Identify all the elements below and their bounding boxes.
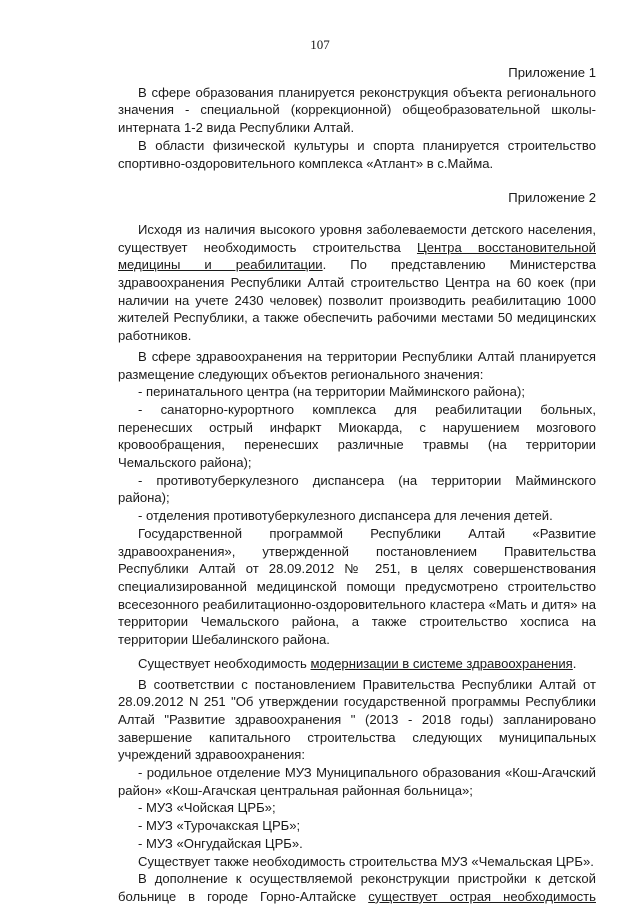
list-item: - МУЗ «Онгудайская ЦРБ».	[138, 835, 303, 851]
paragraph-education: В сфере образования планируется реконструкция объекта регионального значения - специальной (коррекционной) общеобразовательной школы-интерната 1-2 вида Республики Алтай.	[118, 84, 596, 136]
paragraph-state-program: Государственной программой Республики Алтай «Развитие здравоохранения», утвержденной постановлением Правительства Республики Алтай от 28.09.2012 № 251, в целях совершенствования специализированной медицинской помощи предусмотрено строительство всесезонного реабилитационно-оздоровительного кластера «Мать и дитя» на территории Чемальского района, а также строительство хосписа на территории Шебалинского района.	[118, 525, 596, 648]
list-item: - санаторно-курортного комплекса для реабилитации больных, перенесших острый инфаркт Миокарда, с нарушением мозгового кровообращения, перенесших различные травмы (на территории Чемальского района);	[118, 401, 596, 471]
page-number: 107	[310, 37, 330, 52]
paragraph-childrens-hospital	[118, 870, 596, 905]
paragraph-resolution: В соответствии с постановлением Правительства Республики Алтай от 28.09.2012 N 251 "Об утверждении государственной программы Республики Алтай "Развитие здравоохранения " (2013 - 2018 годы) запланировано завершение капитального строительства следующих муниципальных учреждений здравоохранения:	[118, 676, 596, 763]
text-run: . По представлению Министерства здравоохранения Республики Алтай строительство Центра на 60 коек (при наличии на учете 2430 человек) позволит производить реабилитацию 1000 жителей Республики, а также обеспечить рабочими местами 50 медицинских работников.	[118, 257, 596, 344]
paragraph-sport: В области физической культуры и спорта планируется строительство спортивно-оздоровительного комплекса «Атлант» в с.Майма.	[118, 137, 596, 171]
list-item: - перинатального центра (на территории Майминского района);	[138, 384, 525, 400]
text-run: Существует необходимость	[138, 655, 311, 671]
paragraph-rehab-center	[118, 221, 596, 345]
list-item: - МУЗ «Турочакская ЦРБ»;	[138, 818, 301, 834]
paragraph-modernization	[118, 655, 596, 673]
text-run: .	[572, 655, 577, 671]
appendix-1-heading: Приложение 1	[508, 65, 596, 80]
document-body	[118, 64, 596, 906]
appendix-2-heading: Приложение 2	[508, 190, 596, 206]
list-item: - отделения противотуберкулезного диспансера для лечения детей.	[138, 508, 553, 524]
list-item: - противотуберкулезного диспансера (на территории Майминского района);	[118, 472, 596, 506]
text-run: Исходя из наличия высокого уровня заболеваемости детского населения, существует необходимость строительства	[118, 221, 596, 255]
underlined-phrase-rehab-center: Центра восстановительной медицины и реабилитации	[118, 239, 596, 273]
list-item: - МУЗ «Чойская ЦРБ»;	[138, 800, 276, 816]
paragraph-healthcare-objects: В сфере здравоохранения на территории Республики Алтай планируется размещение следующих объектов регионального значения:	[118, 348, 596, 382]
list-item: - родильное отделение МУЗ Муниципального образования «Кош-Агачский район» «Кош-Агачская центральная районная больница»;	[118, 765, 596, 798]
underlined-phrase-modernization: модернизации в системе здравоохранения	[310, 655, 573, 671]
underlined-phrase-urgent-need: существует острая необходимость	[368, 888, 596, 904]
text-run: В дополнение к осуществляемой реконструкции пристройки к детской больнице в городе Горно-Алтайске	[118, 871, 596, 904]
paragraph-chemal-crb: Существует также необходимость строительства МУЗ «Чемальская ЦРБ».	[138, 853, 594, 869]
